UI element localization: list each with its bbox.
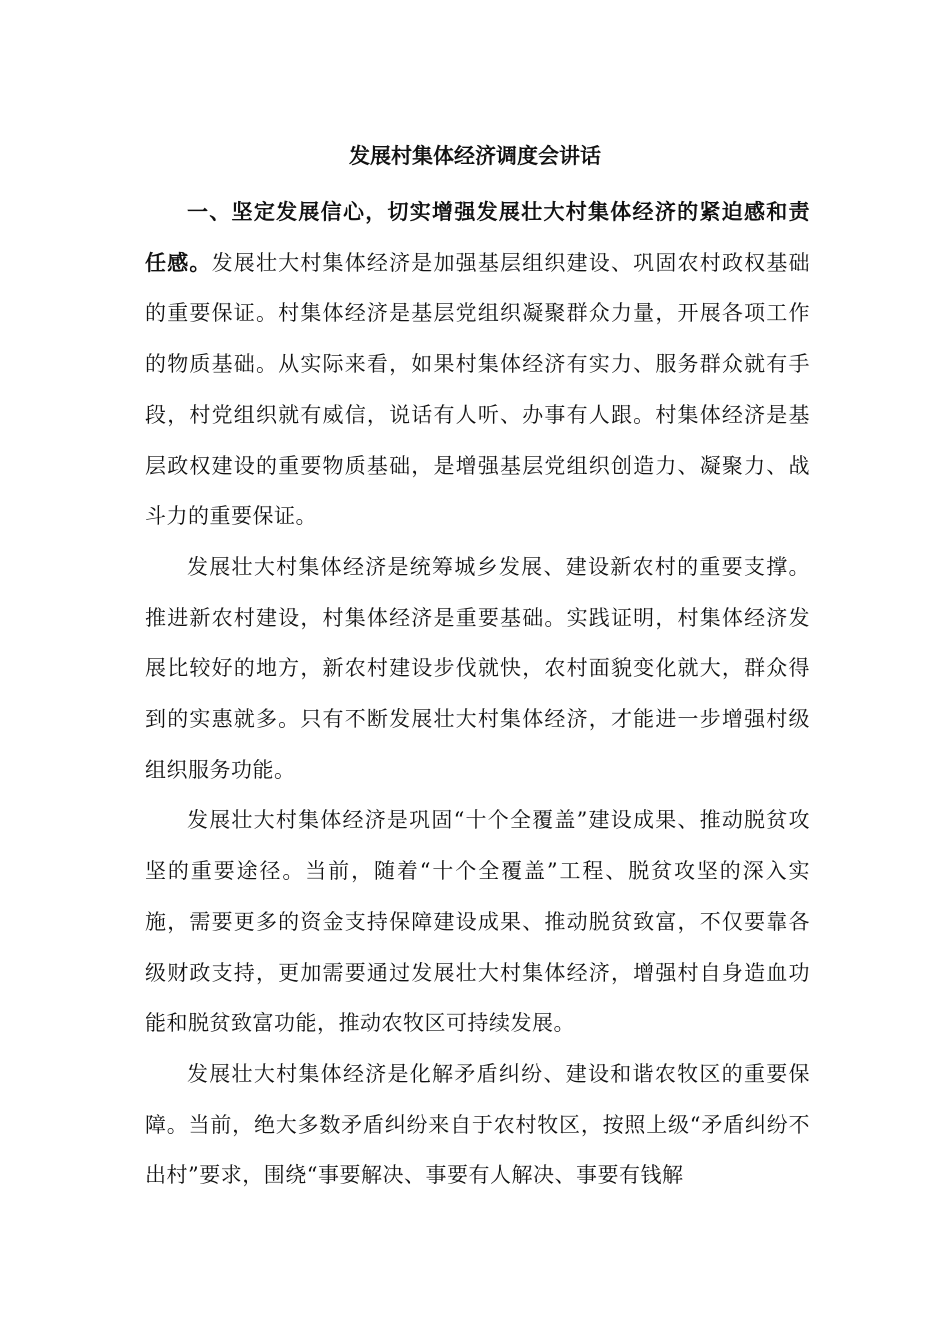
paragraph-4 — [145, 1049, 810, 1201]
paragraph-2 — [145, 542, 810, 796]
paragraph-text: 发展壮大村集体经济是加强基层组织建设、巩固农村政权基础的重要保证。村集体经济是基层党组织凝聚群众力量，开展各项工作的物质基础。从实际来看，如果村集体经济有实力、服务群众就有手段，村党组织就有威信，说话有人听、办事有人跟。村集体经济是基层政权建设的重要物质基础，是增强基层党组织创造力、凝聚力、战斗力的重要保证。 — [145, 250, 811, 529]
paragraph-text: 发展壮大村集体经济是化解矛盾纠纷、建设和谐农牧区的重要保障。当前，绝大多数矛盾纠纷来自于农村牧区，按照上级“矛盾纠纷不出村”要求，围绕“事要解决、事要有人解决、事要有钱解 — [145, 1061, 810, 1188]
paragraph-3 — [145, 795, 810, 1049]
paragraph-1 — [145, 187, 810, 542]
document-body — [145, 187, 810, 1201]
document-title: 发展村集体经济调度会讲话 — [349, 143, 601, 168]
paragraph-text: 发展壮大村集体经济是统筹城乡发展、建设新农村的重要支撑。推进新农村建设，村集体经济是重要基础。实践证明，村集体经济发展比较好的地方，新农村建设步伐就快，农村面貌变化就大，群众得到的实惠就多。只有不断发展壮大村集体经济，才能进一步增强村级组织服务功能。 — [145, 554, 810, 782]
paragraph-text: 发展壮大村集体经济是巩固“十个全覆盖”建设成果、推动脱贫攻坚的重要途径。当前，随着“十个全覆盖”工程、脱贫攻坚的深入实施，需要更多的资金支持保障建设成果、推动脱贫致富，不仅要靠各级财政支持，更加需要通过发展壮大村集体经济，增强村自身造血功能和脱贫致富功能，推动农牧区可持续发展。 — [145, 808, 810, 1036]
section-heading: 一、坚定发展信心，切实增强发展壮大村集体经济的紧迫感和责任感。 — [145, 199, 810, 275]
